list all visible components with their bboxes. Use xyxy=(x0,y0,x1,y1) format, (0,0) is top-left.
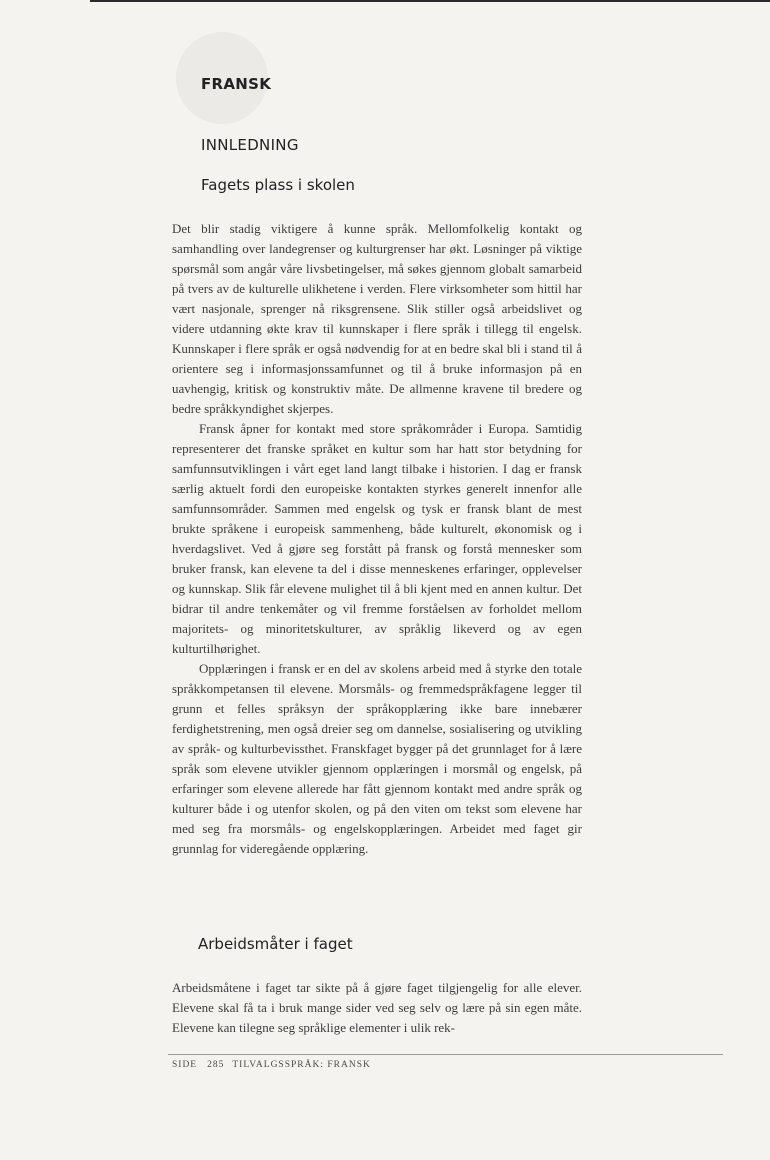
paragraph: Det blir stadig viktigere å kunne språk. Mellomfolkelig kontakt og samhandling over landegrenser og kulturgrenser har økt. Løsninger på viktige spørsmål som angår våre livsbetingelser, må søkes gjennom globalt samarbeid på tvers av de kulturelle ulikhetene i verden. Flere virksomheter som hittil har vært nasjonale, sprenger nå riksgrensene. Slik stiller også arbeidslivet og videre utdanning økte krav til kunnskaper i flere språk i tillegg til engelsk. Kunnskaper i flere språk er også nødvendig for at en bedre skal bli i stand til å orientere seg i informasjonssamfunnet og til å bruke informasjon på en uavhengig, kritisk og konstruktiv måte. De allmenne kravene til bredere og bedre språkkyndighet skjerpes. xyxy=(172,221,582,416)
paragraph: Opplæringen i fransk er en del av skolens arbeid med å styrke den totale språkkompetansen til elevene. Morsmåls- og fremmedspråkfagene legger til grunn et felles språksyn der språkopplæring ikke bare innebærer ferdighetstrening, men også dreier seg om dannelse, sosialisering og utvikling av språk- og kulturbevissthet. Franskfaget bygger på det grunnlaget for å lære språk som elevene utvikler gjennom opplæringen i morsmål og engelsk, på erfaringer som elevene allerede har fått gjennom kontakt med andre språk og kulturer både i og utenfor skolen, og på den viten om tekst som elevene har med seg fra morsmåls- og engelskopplæringen. Arbeidet med faget gir grunnlag for videregående opplæring. xyxy=(172,661,582,856)
body-section-fagets-plass xyxy=(172,219,582,859)
body-section-arbeidsmater xyxy=(172,978,582,1038)
running-title: TILVALGSSPRÅK: FRANSK xyxy=(232,1060,371,1070)
paragraph: Arbeidsmåtene i faget tar sikte på å gjøre faget tilgjengelig for alle elever. Elevene skal få ta i bruk mange sider ved seg selv og lære på sin egen måte. Elevene kan tilegne seg språklige elementer i ulik rek- xyxy=(172,980,582,1035)
paragraph: Fransk åpner for kontakt med store språkområder i Europa. Samtidig representerer det franske språket en kultur som har hatt stor betydning for samfunnsutviklingen i vårt eget land langt tilbake i historien. I dag er fransk særlig aktuelt fordi den europeiske kontakten styrkes generelt innenfor alle samfunnsområder. Sammen med engelsk og tysk er fransk blant de mest brukte språkene i europeisk sammenheng, både kulturelt, økonomisk og i hverdagslivet. Ved å gjøre seg forstått på fransk og forstå mennesker som bruker fransk, kan elevene ta del i disse menneskenes erfaringer, opplevelser og kunnskap. Slik får elevene mulighet til å bli kjent med en annen kultur. Det bidrar til andre tenkemåter og vil fremme forståelsen av forholdet mellom majoritets- og minoritetskulturer, av språklig likeverd og av egen kulturtilhørighet. xyxy=(172,421,582,656)
page-number: 285 xyxy=(207,1060,225,1070)
page-footer xyxy=(172,1060,371,1070)
footer-side-label: SIDE xyxy=(172,1060,198,1070)
heading-fagets-plass: Fagets plass i skolen xyxy=(201,176,355,194)
top-rule xyxy=(90,0,770,2)
footer-rule xyxy=(168,1054,723,1055)
subject-title: FRANSK xyxy=(201,75,272,93)
heading-arbeidsmater: Arbeidsmåter i faget xyxy=(198,935,353,953)
section-title: INNLEDNING xyxy=(201,136,299,154)
